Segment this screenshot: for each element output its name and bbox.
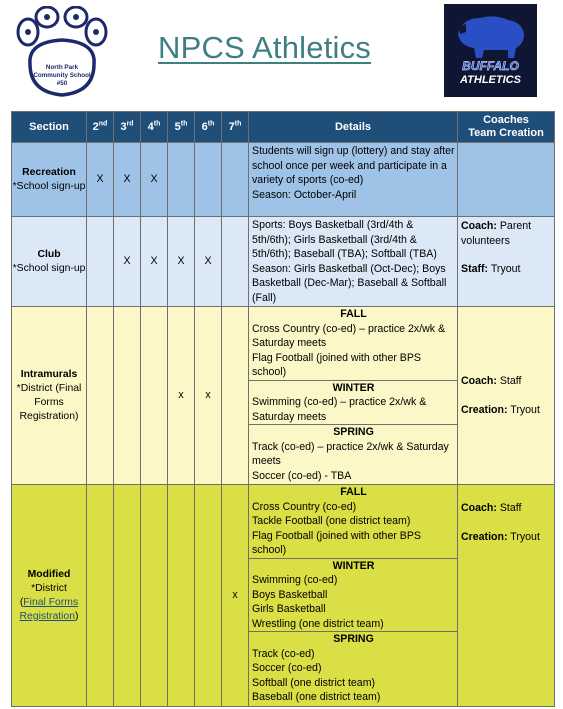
north-park-paw-logo [16,6,108,98]
buffalo-athletics-logo [444,4,537,97]
mark-cell [222,217,249,307]
details-modified [249,485,458,707]
season-spring: SPRING Track (co-ed) – practice 2x/wk & Saturday meets Soccer (co-ed) - TBA [252,426,449,482]
header-section: Section [12,112,87,143]
table-header-row [12,112,555,143]
header-grade-3: 3rd [114,112,141,143]
mark-cell [168,143,195,217]
header-grade-2: 2nd [87,112,114,143]
section-club: Club *School sign-up [12,217,87,307]
mark-cell: X [195,217,222,307]
section-intramurals: Intramurals *District (Final Forms Registration) [12,307,87,485]
mark-cell: x [222,485,249,707]
mark-cell: X [141,143,168,217]
mark-cell [141,485,168,707]
coaches-recreation [458,143,555,217]
logo-line-1: North Park [45,64,79,71]
season-fall: FALL Cross Country (co-ed) – practice 2x/wk & Saturday meets Flag Football (joined with other BPS school) [249,307,457,381]
mark-cell [222,307,249,485]
header-grade-6: 6th [195,112,222,143]
mark-cell [114,485,141,707]
athletics-table [11,111,555,707]
season-winter: WINTER Swimming (co-ed) Boys Basketball Girls Basketball Wrestling (one district team) [249,559,457,633]
mark-cell [87,217,114,307]
mark-cell [87,485,114,707]
header-coaches: Coaches Team Creation [458,112,555,143]
coaches-club: Coach: Parent volunteers Staff: Tryout [458,217,555,307]
logo-line-3: #50 [56,80,68,87]
header-grade-5: 5th [168,112,195,143]
page-title: NPCS Athletics [158,30,371,65]
logo-athletics-text: ATHLETICS [460,74,521,86]
table-row-modified [12,485,555,707]
mark-cell: x [168,307,195,485]
header-details: Details [249,112,458,143]
details-club: Sports: Boys Basketball (3rd/4th & 5th/6th); Girls Basketball (3rd/4th & 5th/6th); Baseball (TBA); Softball (TBA) Season: Girls Basketball (Oct-Dec); Boys Basketball (Dec-Mar); Baseball & Softball (Fall) [249,217,458,307]
table-row-club [12,217,555,307]
header-grade-7: 7th [222,112,249,143]
coaches-modified: Coach: Staff Creation: Tryout [458,485,555,707]
mark-cell [195,485,222,707]
details-intramurals [249,307,458,485]
header-grade-4: 4th [141,112,168,143]
details-recreation: Students will sign up (lottery) and stay after school once per week and participate in a variety of sports (co-ed) Season: October-April [249,143,458,217]
section-recreation: Recreation *School sign-up [12,143,87,217]
logo-line-2: Community School [33,72,91,79]
final-forms-link[interactable]: Final Forms Registration [19,596,79,622]
table-row-intramurals [12,307,555,485]
logo-buffalo-text: BUFFALO [462,59,519,73]
mark-cell [114,307,141,485]
mark-cell: X [114,217,141,307]
mark-cell: X [141,217,168,307]
mark-cell [222,143,249,217]
mark-cell [87,307,114,485]
season-spring: SPRING Track (co-ed) Soccer (co-ed) Softball (one district team) Baseball (one district team) [252,633,381,703]
mark-cell: X [168,217,195,307]
season-fall: FALL Cross Country (co-ed) Tackle Football (one district team) Flag Football (joined with other BPS school) [249,485,457,559]
mark-cell [195,143,222,217]
mark-cell [141,307,168,485]
mark-cell: X [87,143,114,217]
mark-cell [168,485,195,707]
season-winter: WINTER Swimming (co-ed) – practice 2x/wk & Saturday meets [249,381,457,426]
coaches-intramurals: Coach: Staff Creation: Tryout [458,307,555,485]
section-modified: Modified *District (Final Forms Registration) [12,485,87,707]
table-row-recreation [12,143,555,217]
mark-cell: x [195,307,222,485]
mark-cell: X [114,143,141,217]
